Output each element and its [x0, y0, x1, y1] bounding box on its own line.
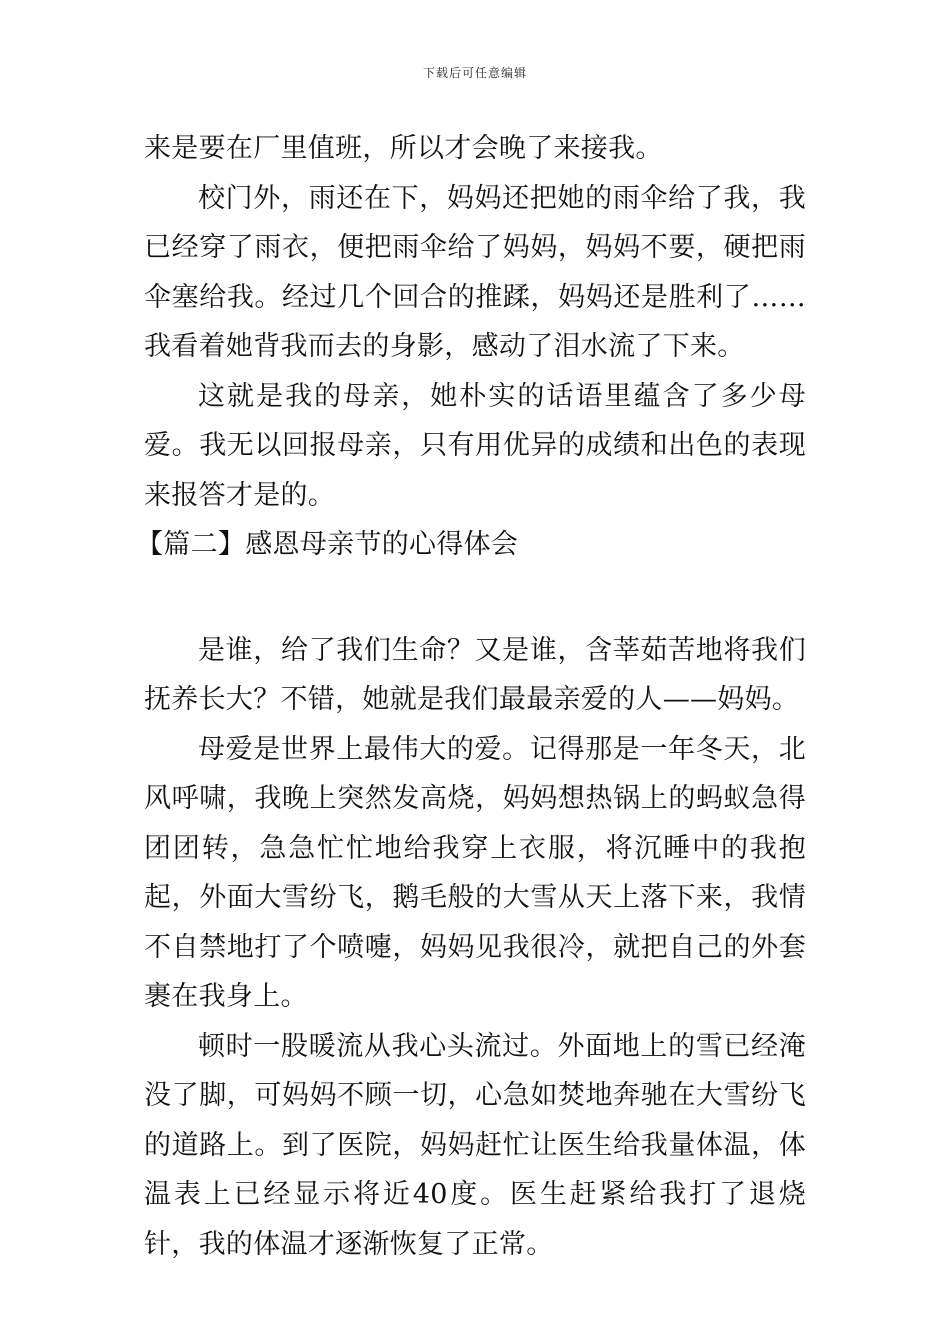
document-body: [136, 124, 806, 1269]
page-header-note: 下载后可任意编辑: [422, 66, 527, 80]
paragraph-hospital: 顿时一股暖流从我心头流过。外面地上的雪已经淹没了脚，可妈妈不顾一切，心急如焚地奔驰在大雪纷飞的道路上。到了医院，妈妈赶忙让医生给我量体温，体温表上已经显示将近40度。医生赶紧给我打了退烧针，我的体温才逐渐恢复了正常。: [144, 1030, 806, 1260]
paragraph-continuation: 来是要在厂里值班，所以才会晚了来接我。: [144, 133, 663, 164]
section-spacer: [144, 570, 806, 626]
section-heading: 【篇二】感恩母亲节的心得体会: [136, 529, 519, 560]
paragraph-winter-fever: 母爱是世界上最伟大的爱。记得那是一年冬天，北风呼啸，我晚上突然发高烧，妈妈想热锅上的蚂蚁急得团团转，急急忙忙地给我穿上衣服，将沉睡中的我抱起，外面大雪纷飞，鹅毛般的大雪从天上落下来，我情不自禁地打了个喷嚏，妈妈见我很冷，就把自己的外套裹在我身上。: [144, 733, 806, 1012]
paragraph-who-gave-life: 是谁，给了我们生命？又是谁，含莘茹苦地将我们抚养长大？不错，她就是我们最最亲爱的人——妈妈。: [144, 634, 806, 715]
paragraph-umbrella: 校门外，雨还在下，妈妈还把她的雨伞给了我，我已经穿了雨衣，便把雨伞给了妈妈，妈妈不要，硬把雨伞塞给我。经过几个回合的推蹂，妈妈还是胜利了……我看着她背我而去的身影，感动了泪水流了下来。: [144, 182, 806, 362]
paragraph-mother-love: 这就是我的母亲，她朴实的话语里蕴含了多少母爱。我无以回报母亲，只有用优异的成绩和出色的表现来报答才是的。: [144, 380, 806, 511]
